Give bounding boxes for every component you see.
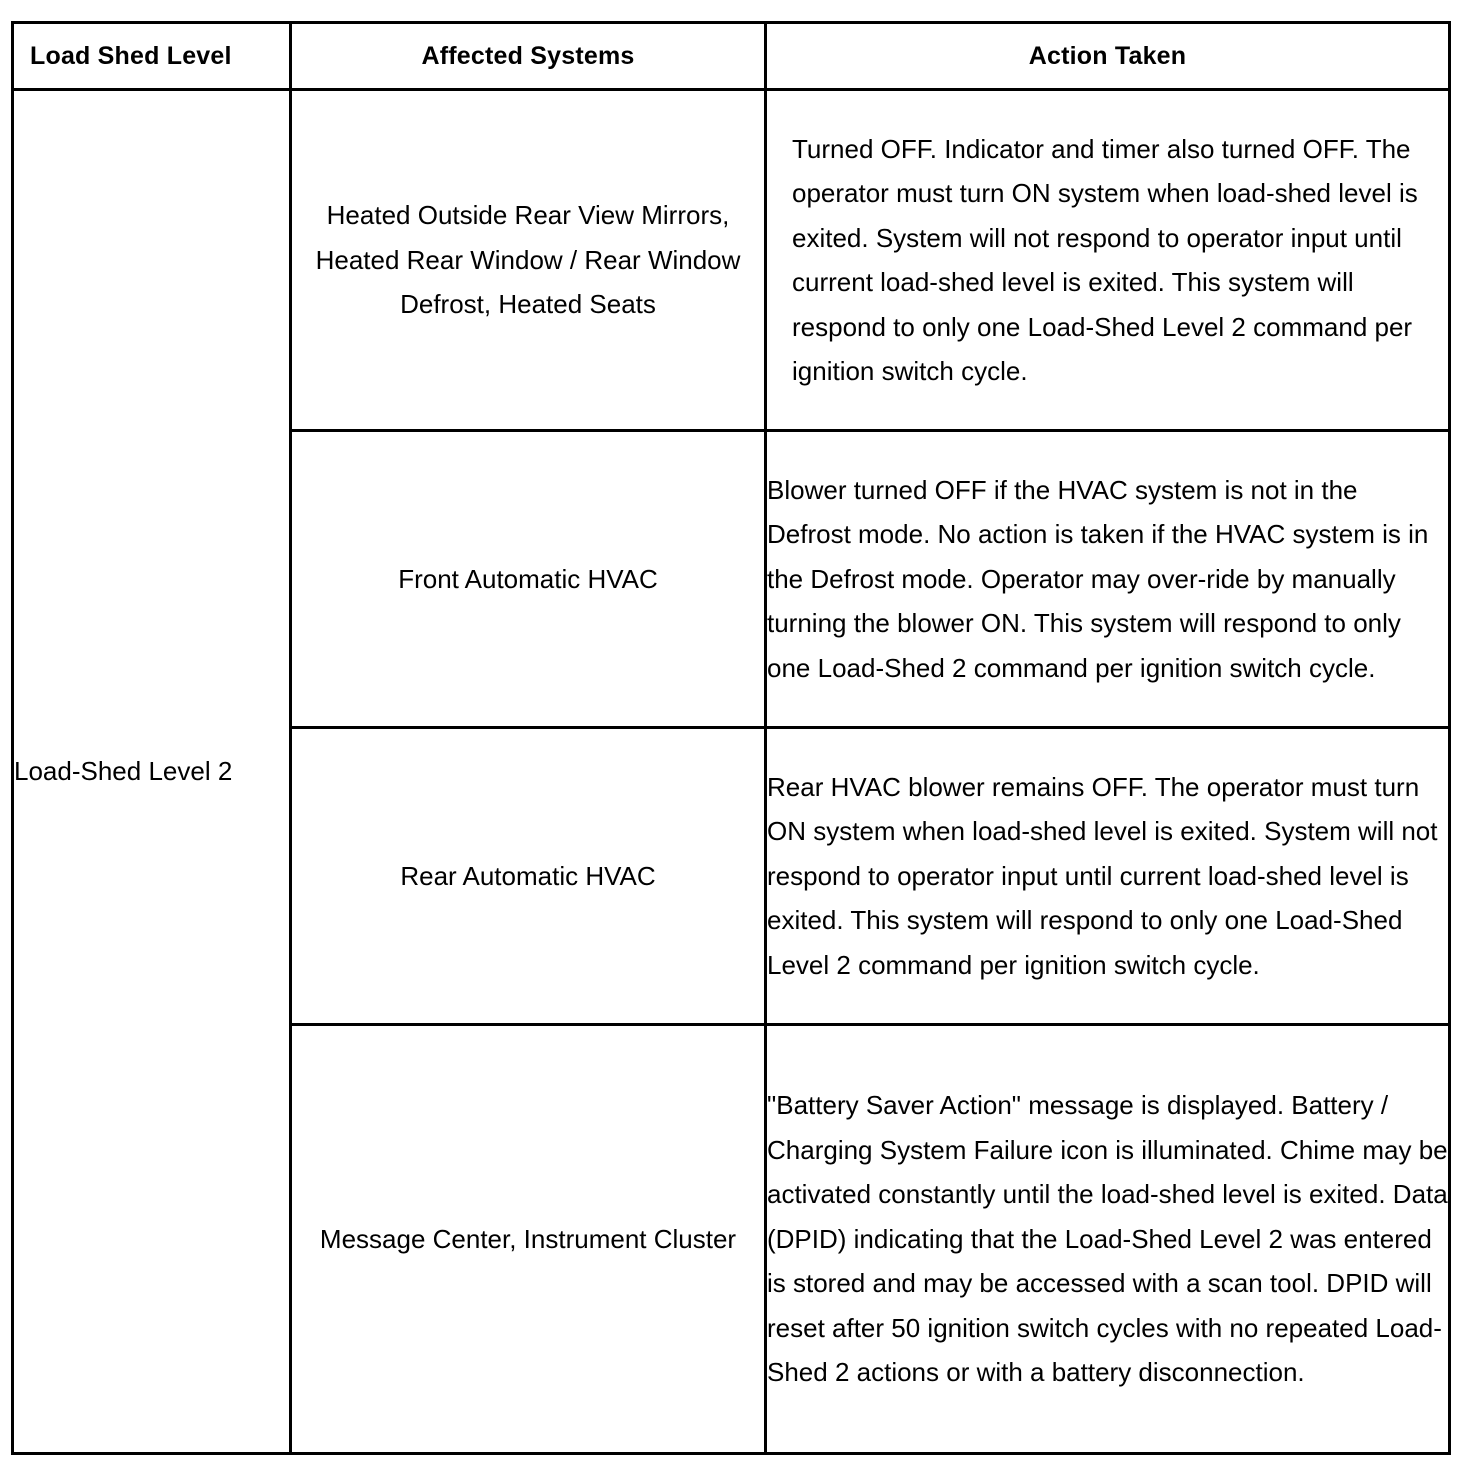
action-taken-cell: "Battery Saver Action" message is displayed. Battery / Charging System Failure icon is illuminated. Chime may be activated constantly until the load-shed level is exited. Data (DPID) indicating that the Load-Shed Level 2 was entered is stored and may be accessed with a scan tool. DPID will reset after 50 ignition switch cycles with no repeated Load-Shed 2 actions or with a battery disconnection. (766, 1025, 1450, 1454)
action-taken-cell: Blower turned OFF if the HVAC system is not in the Defrost mode. No action is taken if the HVAC system is in the Defrost mode. Operator may over-ride by manually turning the blower ON. This system will respond to only one Load-Shed 2 command per ignition switch cycle. (766, 431, 1450, 728)
header-load-shed-level: Load Shed Level (13, 23, 291, 90)
affected-system-cell: Rear Automatic HVAC (291, 728, 766, 1025)
action-taken-cell: Turned OFF. Indicator and timer also turned OFF. The operator must turn ON system when load-shed level is exited. System will not respond to operator input until current load-shed level is exited. This system will respond to only one Load-Shed Level 2 command per ignition switch cycle. (766, 90, 1450, 431)
header-row (13, 23, 1450, 90)
load-shed-level-value: Load-Shed Level 2 (13, 90, 291, 1454)
header-action-taken: Action Taken (766, 23, 1450, 90)
table-row (13, 90, 1450, 431)
affected-system-cell: Heated Outside Rear View Mirrors, Heated Rear Window / Rear Window Defrost, Heated Seats (291, 90, 766, 431)
load-shed-table (11, 21, 1451, 1455)
header-affected-systems: Affected Systems (291, 23, 766, 90)
affected-system-cell: Front Automatic HVAC (291, 431, 766, 728)
action-taken-cell: Rear HVAC blower remains OFF. The operator must turn ON system when load-shed level is exited. System will not respond to operator input until current load-shed level is exited. This system will respond to only one Load-Shed Level 2 command per ignition switch cycle. (766, 728, 1450, 1025)
affected-system-cell: Message Center, Instrument Cluster (291, 1025, 766, 1454)
